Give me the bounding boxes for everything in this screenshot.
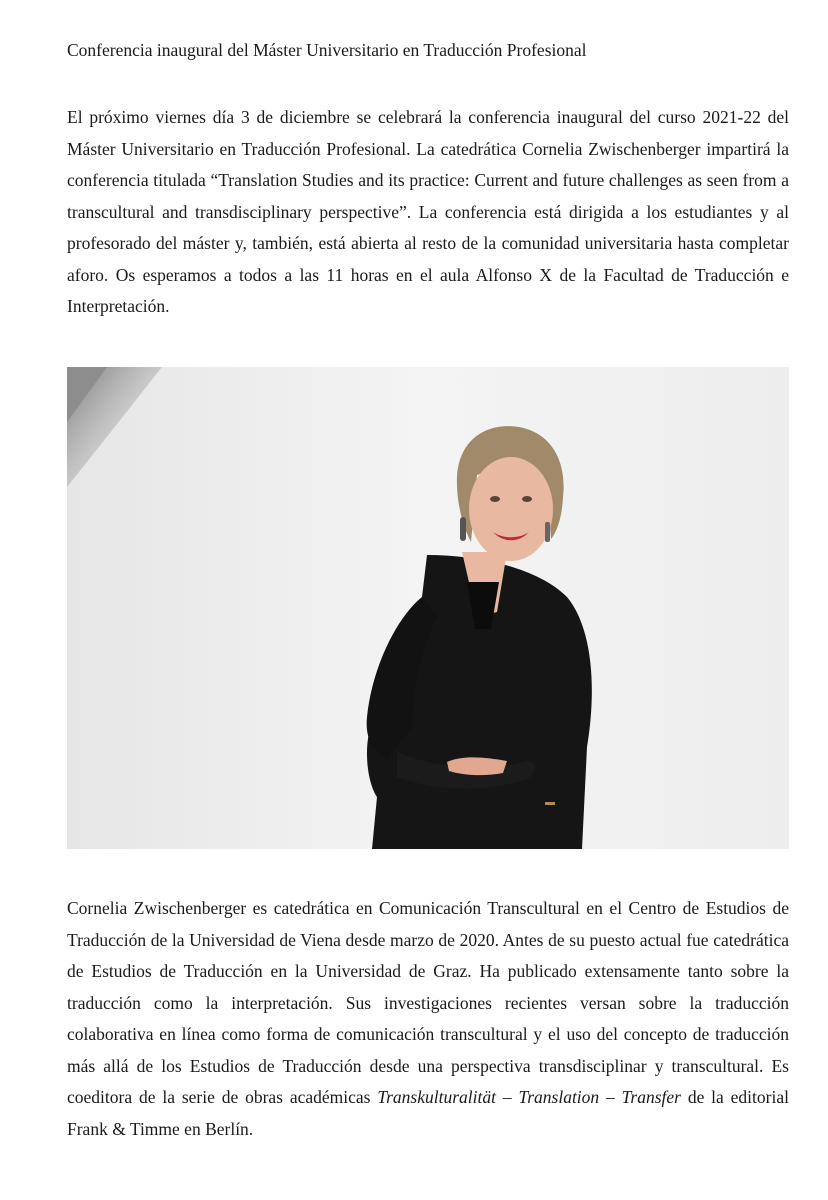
bio-text: Cornelia Zwischenberger es catedrática en Comunicación Transcultural en el Centro de Estudios de Traducción de la Universidad de Viena desde marzo de 2020. Antes de su puesto actual fue catedrática de Estudios de Traducción en la Universidad de Graz. Ha publicado extensamente tanto sobre la traducción como la interpretación. Sus investigaciones recientes versan sobre la traducción colaborativa en línea como forma de comunicación transcultural y el uso del concepto de traducción más allá de los Estudios de Traducción desde una perspectiva transdisciplinar y transcultural. Es coeditora de la serie de obras académicas [67, 898, 789, 1107]
bio-paragraph [67, 893, 789, 1145]
series-title: Transkulturalität – Translation – Transfer [377, 1087, 681, 1107]
portrait-photo [67, 367, 789, 849]
intro-paragraph: El próximo viernes día 3 de diciembre se celebrará la conferencia inaugural del curso 2021-22 del Máster Universitario en Traducción Profesional. La catedrática Cornelia Zwischenberger impartirá la conferencia titulada “Translation Studies and its practice: Current and future challenges as seen from a transcultural and transdisciplinary perspective”. La conferencia está dirigida a los estudiantes y al profesorado del máster y, también, está abierta al resto de la comunidad universitaria hasta completar aforo. Os esperamos a todos a las 11 horas en el aula Alfonso X de la Facultad de Traducción e Interpretación. [67, 107, 789, 316]
bio-suffix: de la editorial Frank & Timme en Berlín. [67, 1087, 789, 1139]
document-title: Conferencia inaugural del Máster Universitario en Traducción Profesional [67, 40, 587, 60]
